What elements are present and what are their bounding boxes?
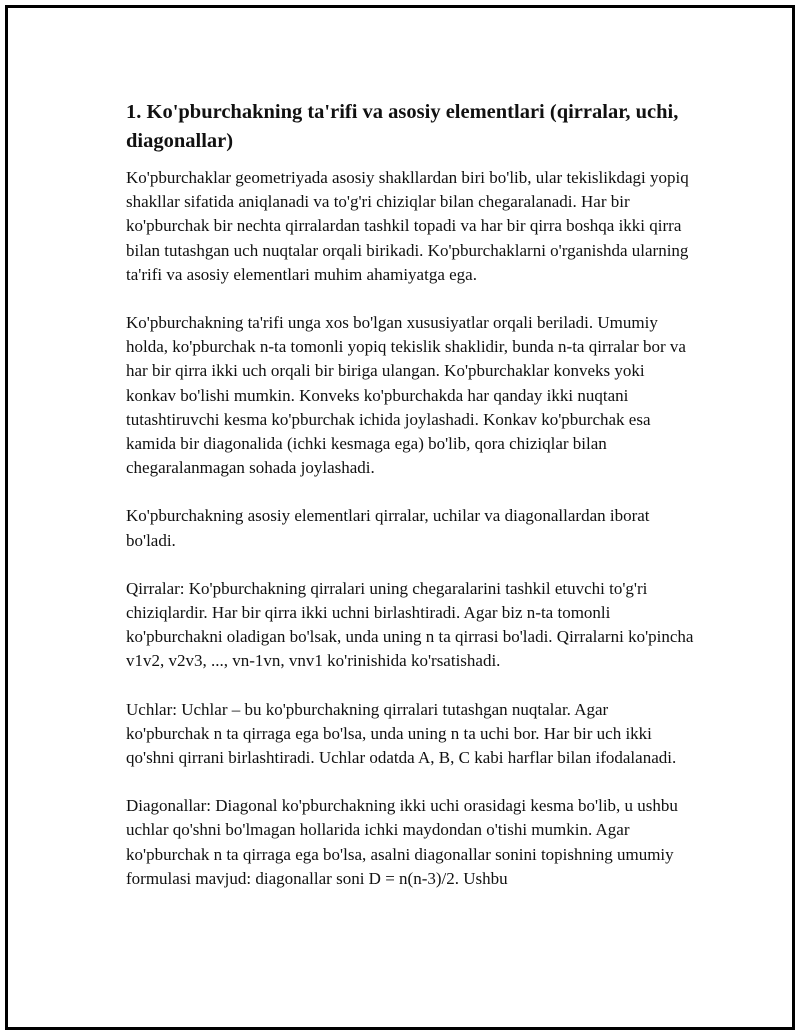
paragraph-edges: Qirralar: Ko'pburchakning qirralari uning chegaralarini tashkil etuvchi to'g'ri chiziqlardir. Har bir qirra ikki uchni birlashtiradi. Agar biz n-ta tomonli ko'pburchakni oladigan bo'lsak, unda uning n ta qirrasi bo'ladi. Qirralarni ko'pincha v1v2, v2v3, ..., vn-1vn, vnv1 ko'rinishida ko'rsatishadi. [126,578,694,671]
page-frame [5,5,795,1030]
section-heading: 1. Ko'pburchakning ta'rifi va asosiy elementlari (qirralar, uchi, diagonallar) [126,101,679,152]
paragraph-diagonals: Diagonallar: Diagonal ko'pburchakning ikki uchi orasidagi kesma bo'lib, u ushbu uchlar qo'shni bo'lmagan hollarida ichki maydondan o'tishi mumkin. Agar ko'pburchak n ta qirraga ega bo'lsa, asalni diagonallar sonini topishning umumiy formulasi mavjud: diagonallar soni D = n(n-3)/2. Ushbu [126,796,678,888]
paragraph-intro: Ko'pburchaklar geometriyada asosiy shakllardan biri bo'lib, ular tekislikdagi yopiq shakllar sifatida aniqlanadi va to'g'ri chiziqlar bilan chegaralanadi. Har bir ko'pburchak bir nechta qirralardan tashkil topadi va har bir qirra boshqa ikki qirra bilan tutashgan uch nuqtalar orqali birikadi. Ko'pburchaklarni o'rganishda ularning ta'rifi va asosiy elementlari muhim ahamiyatga ega. [126,168,689,284]
document-body [120,98,695,915]
paragraph-vertices: Uchlar: Uchlar – bu ko'pburchakning qirralari tutashgan nuqtalar. Agar ko'pburchak n ta qirraga ega bo'lsa, unda uning n ta uchi bor. Har bir uch ikki qo'shni qirrani birlashtiradi. Uchlar odatda A, B, C kabi harflar bilan ifodalanadi. [126,699,677,768]
paragraph-definition: Ko'pburchakning ta'rifi unga xos bo'lgan xususiyatlar orqali beriladi. Umumiy holda, ko'pburchak n-ta tomonli yopiq tekislik shaklidir, bunda n-ta qirralar bor va har bir qirra ikki uch orqali bir biriga ulangan. Ko'pburchaklar konveks yoki konkav bo'lishi mumkin. Konveks ko'pburchakda har qanday ikki nuqtani tutashtiruvchi kesma ko'pburchak ichida joylashadi. Konkav ko'pburchak esa kamida bir diagonalida (ichki kesmaga ega) bo'lib, qora chiziqlar bilan chegaralanmagan sohada joylashadi. [126,313,686,478]
paragraph-elements: Ko'pburchakning asosiy elementlari qirralar, uchilar va diagonallardan iborat bo'ladi. [126,506,650,550]
